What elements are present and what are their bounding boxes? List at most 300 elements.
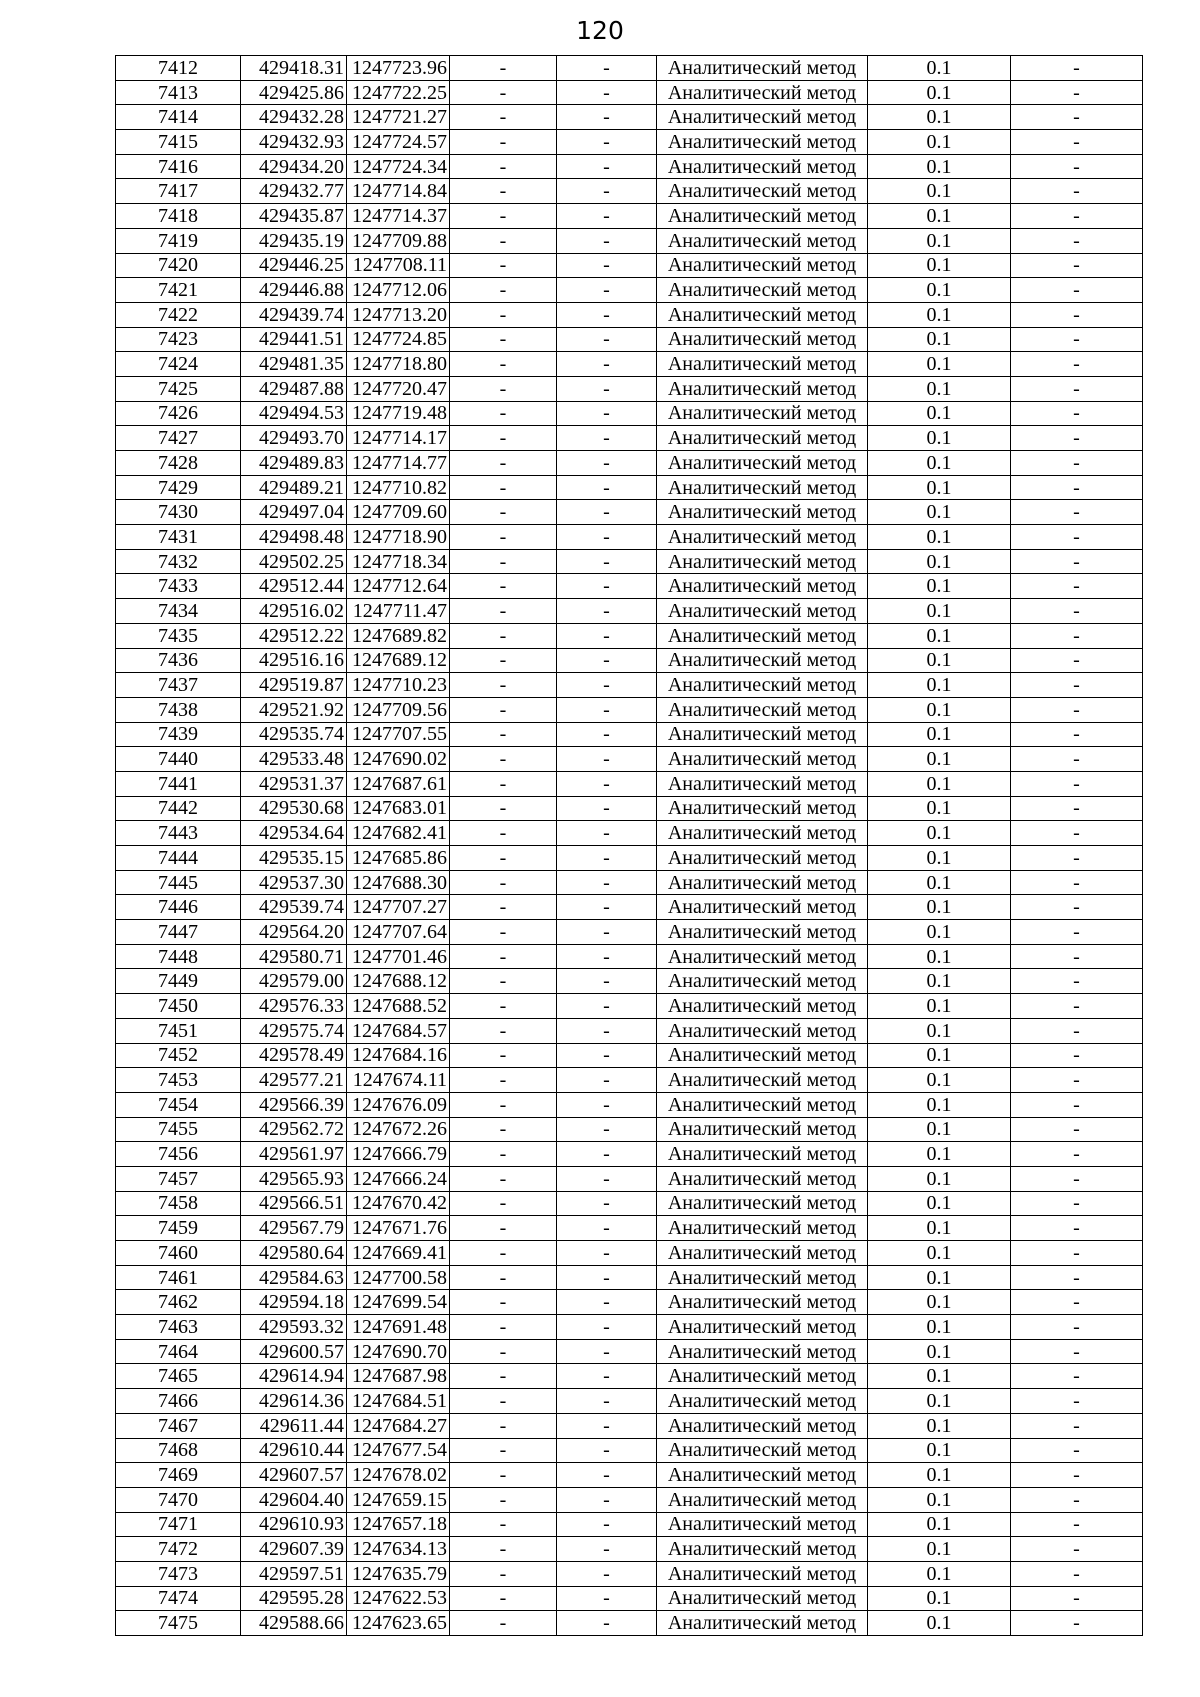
table-row: [116, 796, 1143, 821]
point-number: 7438: [116, 697, 241, 722]
col-dash-3: -: [1011, 599, 1143, 624]
point-number: 7420: [116, 253, 241, 278]
method-cell: Аналитический метод: [657, 1487, 868, 1512]
method-cell: Аналитический метод: [657, 1315, 868, 1340]
col-x: 429530.68: [241, 796, 347, 821]
table-row: [116, 1092, 1143, 1117]
accuracy-cell: 0.1: [868, 228, 1011, 253]
col-dash-1: -: [450, 1241, 557, 1266]
accuracy-cell: 0.1: [868, 1537, 1011, 1562]
col-y: 1247671.76: [347, 1216, 450, 1241]
col-dash-3: -: [1011, 821, 1143, 846]
col-x: 429593.32: [241, 1315, 347, 1340]
accuracy-cell: 0.1: [868, 1068, 1011, 1093]
col-x: 429600.57: [241, 1339, 347, 1364]
col-y: 1247707.27: [347, 895, 450, 920]
col-dash-3: -: [1011, 179, 1143, 204]
col-dash-1: -: [450, 1068, 557, 1093]
col-x: 429580.64: [241, 1241, 347, 1266]
col-dash-2: -: [557, 56, 657, 81]
accuracy-cell: 0.1: [868, 821, 1011, 846]
col-dash-2: -: [557, 697, 657, 722]
col-dash-2: -: [557, 771, 657, 796]
table-row: [116, 130, 1143, 155]
col-dash-3: -: [1011, 105, 1143, 130]
col-dash-3: -: [1011, 1315, 1143, 1340]
col-y: 1247714.17: [347, 426, 450, 451]
col-x: 429418.31: [241, 56, 347, 81]
table-row: [116, 648, 1143, 673]
col-x: 429610.93: [241, 1512, 347, 1537]
point-number: 7423: [116, 327, 241, 352]
method-cell: Аналитический метод: [657, 500, 868, 525]
col-dash-1: -: [450, 574, 557, 599]
col-dash-2: -: [557, 1290, 657, 1315]
col-x: 429607.57: [241, 1463, 347, 1488]
table-row: [116, 1265, 1143, 1290]
col-dash-2: -: [557, 451, 657, 476]
method-cell: Аналитический метод: [657, 1290, 868, 1315]
accuracy-cell: 0.1: [868, 1265, 1011, 1290]
col-y: 1247710.23: [347, 673, 450, 698]
col-x: 429434.20: [241, 154, 347, 179]
method-cell: Аналитический метод: [657, 920, 868, 945]
point-number: 7415: [116, 130, 241, 155]
col-y: 1247718.80: [347, 352, 450, 377]
col-x: 429497.04: [241, 500, 347, 525]
accuracy-cell: 0.1: [868, 327, 1011, 352]
col-dash-3: -: [1011, 1092, 1143, 1117]
method-cell: Аналитический метод: [657, 623, 868, 648]
method-cell: Аналитический метод: [657, 771, 868, 796]
table-row: [116, 253, 1143, 278]
point-number: 7432: [116, 549, 241, 574]
accuracy-cell: 0.1: [868, 574, 1011, 599]
point-number: 7437: [116, 673, 241, 698]
accuracy-cell: 0.1: [868, 1413, 1011, 1438]
col-y: 1247684.27: [347, 1413, 450, 1438]
accuracy-cell: 0.1: [868, 697, 1011, 722]
method-cell: Аналитический метод: [657, 1413, 868, 1438]
col-dash-3: -: [1011, 80, 1143, 105]
col-y: 1247722.25: [347, 80, 450, 105]
col-x: 429594.18: [241, 1290, 347, 1315]
point-number: 7428: [116, 451, 241, 476]
col-dash-3: -: [1011, 327, 1143, 352]
col-x: 429566.39: [241, 1092, 347, 1117]
col-dash-2: -: [557, 821, 657, 846]
col-dash-1: -: [450, 846, 557, 871]
col-dash-3: -: [1011, 1018, 1143, 1043]
col-dash-2: -: [557, 1068, 657, 1093]
col-x: 429610.44: [241, 1438, 347, 1463]
col-dash-3: -: [1011, 969, 1143, 994]
method-cell: Аналитический метод: [657, 525, 868, 550]
accuracy-cell: 0.1: [868, 1586, 1011, 1611]
col-dash-2: -: [557, 1117, 657, 1142]
point-number: 7419: [116, 228, 241, 253]
col-dash-3: -: [1011, 1216, 1143, 1241]
col-dash-2: -: [557, 1537, 657, 1562]
col-dash-2: -: [557, 870, 657, 895]
col-dash-3: -: [1011, 426, 1143, 451]
col-dash-1: -: [450, 525, 557, 550]
col-dash-2: -: [557, 895, 657, 920]
point-number: 7427: [116, 426, 241, 451]
col-dash-1: -: [450, 278, 557, 303]
table-row: [116, 105, 1143, 130]
col-dash-2: -: [557, 1586, 657, 1611]
col-x: 429531.37: [241, 771, 347, 796]
col-dash-1: -: [450, 179, 557, 204]
col-y: 1247657.18: [347, 1512, 450, 1537]
col-x: 429588.66: [241, 1611, 347, 1636]
col-y: 1247707.55: [347, 722, 450, 747]
point-number: 7435: [116, 623, 241, 648]
table-row: [116, 1364, 1143, 1389]
col-x: 429519.87: [241, 673, 347, 698]
point-number: 7417: [116, 179, 241, 204]
col-y: 1247721.27: [347, 105, 450, 130]
accuracy-cell: 0.1: [868, 895, 1011, 920]
col-y: 1247718.34: [347, 549, 450, 574]
col-dash-2: -: [557, 1413, 657, 1438]
table-row: [116, 1537, 1143, 1562]
col-dash-1: -: [450, 895, 557, 920]
col-dash-2: -: [557, 376, 657, 401]
col-dash-3: -: [1011, 302, 1143, 327]
col-y: 1247678.02: [347, 1463, 450, 1488]
point-number: 7436: [116, 648, 241, 673]
col-dash-1: -: [450, 1611, 557, 1636]
table-row: [116, 549, 1143, 574]
col-y: 1247688.30: [347, 870, 450, 895]
col-x: 429432.28: [241, 105, 347, 130]
method-cell: Аналитический метод: [657, 1216, 868, 1241]
col-y: 1247712.06: [347, 278, 450, 303]
col-dash-3: -: [1011, 56, 1143, 81]
col-dash-1: -: [450, 376, 557, 401]
table-row: [116, 1290, 1143, 1315]
method-cell: Аналитический метод: [657, 1512, 868, 1537]
col-dash-1: -: [450, 697, 557, 722]
point-number: 7463: [116, 1315, 241, 1340]
col-dash-2: -: [557, 327, 657, 352]
table-row: [116, 895, 1143, 920]
col-dash-1: -: [450, 1512, 557, 1537]
accuracy-cell: 0.1: [868, 969, 1011, 994]
method-cell: Аналитический метод: [657, 895, 868, 920]
col-y: 1247710.82: [347, 475, 450, 500]
col-dash-2: -: [557, 1142, 657, 1167]
point-number: 7418: [116, 204, 241, 229]
accuracy-cell: 0.1: [868, 105, 1011, 130]
point-number: 7456: [116, 1142, 241, 1167]
method-cell: Аналитический метод: [657, 846, 868, 871]
col-dash-3: -: [1011, 994, 1143, 1019]
point-number: 7472: [116, 1537, 241, 1562]
col-dash-3: -: [1011, 1463, 1143, 1488]
col-dash-1: -: [450, 549, 557, 574]
point-number: 7466: [116, 1389, 241, 1414]
accuracy-cell: 0.1: [868, 1364, 1011, 1389]
col-y: 1247683.01: [347, 796, 450, 821]
method-cell: Аналитический метод: [657, 821, 868, 846]
accuracy-cell: 0.1: [868, 747, 1011, 772]
col-dash-1: -: [450, 1487, 557, 1512]
col-dash-1: -: [450, 673, 557, 698]
col-y: 1247634.13: [347, 1537, 450, 1562]
table-row: [116, 1315, 1143, 1340]
method-cell: Аналитический метод: [657, 1586, 868, 1611]
col-dash-3: -: [1011, 525, 1143, 550]
accuracy-cell: 0.1: [868, 179, 1011, 204]
col-dash-3: -: [1011, 500, 1143, 525]
table-row: [116, 1117, 1143, 1142]
col-dash-2: -: [557, 1191, 657, 1216]
col-dash-2: -: [557, 1339, 657, 1364]
col-y: 1247670.42: [347, 1191, 450, 1216]
accuracy-cell: 0.1: [868, 154, 1011, 179]
table-row: [116, 475, 1143, 500]
table-row: [116, 747, 1143, 772]
method-cell: Аналитический метод: [657, 451, 868, 476]
col-y: 1247719.48: [347, 401, 450, 426]
accuracy-cell: 0.1: [868, 302, 1011, 327]
point-number: 7434: [116, 599, 241, 624]
col-dash-1: -: [450, 1463, 557, 1488]
col-dash-2: -: [557, 1364, 657, 1389]
col-y: 1247713.20: [347, 302, 450, 327]
col-dash-3: -: [1011, 1512, 1143, 1537]
col-dash-3: -: [1011, 1586, 1143, 1611]
col-dash-2: -: [557, 549, 657, 574]
col-dash-2: -: [557, 426, 657, 451]
accuracy-cell: 0.1: [868, 1241, 1011, 1266]
table-row: [116, 179, 1143, 204]
col-dash-3: -: [1011, 1561, 1143, 1586]
method-cell: Аналитический метод: [657, 80, 868, 105]
col-dash-1: -: [450, 747, 557, 772]
method-cell: Аналитический метод: [657, 1166, 868, 1191]
col-y: 1247724.85: [347, 327, 450, 352]
col-x: 429441.51: [241, 327, 347, 352]
point-number: 7416: [116, 154, 241, 179]
table-row: [116, 1487, 1143, 1512]
accuracy-cell: 0.1: [868, 648, 1011, 673]
col-y: 1247687.98: [347, 1364, 450, 1389]
col-dash-2: -: [557, 944, 657, 969]
method-cell: Аналитический метод: [657, 944, 868, 969]
point-number: 7460: [116, 1241, 241, 1266]
point-number: 7464: [116, 1339, 241, 1364]
col-y: 1247709.88: [347, 228, 450, 253]
col-x: 429575.74: [241, 1018, 347, 1043]
accuracy-cell: 0.1: [868, 1487, 1011, 1512]
col-x: 429487.88: [241, 376, 347, 401]
point-number: 7439: [116, 722, 241, 747]
col-dash-3: -: [1011, 1290, 1143, 1315]
point-number: 7412: [116, 56, 241, 81]
accuracy-cell: 0.1: [868, 994, 1011, 1019]
accuracy-cell: 0.1: [868, 1142, 1011, 1167]
col-dash-2: -: [557, 1561, 657, 1586]
col-dash-2: -: [557, 969, 657, 994]
point-number: 7461: [116, 1265, 241, 1290]
col-x: 429494.53: [241, 401, 347, 426]
col-dash-3: -: [1011, 352, 1143, 377]
point-number: 7442: [116, 796, 241, 821]
method-cell: Аналитический метод: [657, 796, 868, 821]
table-row: [116, 302, 1143, 327]
col-x: 429512.44: [241, 574, 347, 599]
col-x: 429566.51: [241, 1191, 347, 1216]
col-dash-2: -: [557, 80, 657, 105]
col-dash-1: -: [450, 870, 557, 895]
method-cell: Аналитический метод: [657, 376, 868, 401]
col-dash-1: -: [450, 500, 557, 525]
col-x: 429535.15: [241, 846, 347, 871]
col-y: 1247689.82: [347, 623, 450, 648]
coordinates-table: [115, 55, 1143, 1636]
accuracy-cell: 0.1: [868, 56, 1011, 81]
col-dash-1: -: [450, 1561, 557, 1586]
accuracy-cell: 0.1: [868, 673, 1011, 698]
method-cell: Аналитический метод: [657, 747, 868, 772]
method-cell: Аналитический метод: [657, 994, 868, 1019]
method-cell: Аналитический метод: [657, 1339, 868, 1364]
table-row: [116, 722, 1143, 747]
col-y: 1247635.79: [347, 1561, 450, 1586]
col-dash-2: -: [557, 253, 657, 278]
col-dash-3: -: [1011, 204, 1143, 229]
col-dash-3: -: [1011, 1241, 1143, 1266]
col-dash-2: -: [557, 1166, 657, 1191]
col-dash-3: -: [1011, 228, 1143, 253]
col-dash-2: -: [557, 1315, 657, 1340]
col-dash-2: -: [557, 1092, 657, 1117]
point-number: 7448: [116, 944, 241, 969]
col-dash-2: -: [557, 1438, 657, 1463]
col-dash-1: -: [450, 1043, 557, 1068]
col-dash-1: -: [450, 154, 557, 179]
col-dash-3: -: [1011, 1487, 1143, 1512]
accuracy-cell: 0.1: [868, 1512, 1011, 1537]
col-x: 429561.97: [241, 1142, 347, 1167]
col-x: 429446.88: [241, 278, 347, 303]
table-row: [116, 1339, 1143, 1364]
col-dash-2: -: [557, 747, 657, 772]
col-y: 1247709.56: [347, 697, 450, 722]
point-number: 7443: [116, 821, 241, 846]
col-dash-2: -: [557, 204, 657, 229]
col-dash-1: -: [450, 130, 557, 155]
col-dash-1: -: [450, 253, 557, 278]
col-dash-1: -: [450, 648, 557, 673]
table-row: [116, 1586, 1143, 1611]
col-x: 429578.49: [241, 1043, 347, 1068]
accuracy-cell: 0.1: [868, 944, 1011, 969]
table-row: [116, 1438, 1143, 1463]
accuracy-cell: 0.1: [868, 426, 1011, 451]
point-number: 7414: [116, 105, 241, 130]
table-row: [116, 599, 1143, 624]
col-dash-1: -: [450, 1018, 557, 1043]
table-row: [116, 451, 1143, 476]
col-dash-1: -: [450, 1339, 557, 1364]
col-dash-3: -: [1011, 1413, 1143, 1438]
col-x: 429425.86: [241, 80, 347, 105]
accuracy-cell: 0.1: [868, 1438, 1011, 1463]
col-dash-3: -: [1011, 796, 1143, 821]
accuracy-cell: 0.1: [868, 870, 1011, 895]
col-x: 429435.87: [241, 204, 347, 229]
point-number: 7465: [116, 1364, 241, 1389]
point-number: 7444: [116, 846, 241, 871]
col-dash-1: -: [450, 1166, 557, 1191]
table-row: [116, 1216, 1143, 1241]
method-cell: Аналитический метод: [657, 722, 868, 747]
method-cell: Аналитический метод: [657, 870, 868, 895]
point-number: 7450: [116, 994, 241, 1019]
col-x: 429537.30: [241, 870, 347, 895]
col-dash-3: -: [1011, 376, 1143, 401]
col-y: 1247690.70: [347, 1339, 450, 1364]
accuracy-cell: 0.1: [868, 796, 1011, 821]
table-row: [116, 1166, 1143, 1191]
col-dash-3: -: [1011, 846, 1143, 871]
col-y: 1247708.11: [347, 253, 450, 278]
accuracy-cell: 0.1: [868, 500, 1011, 525]
col-y: 1247714.84: [347, 179, 450, 204]
col-dash-2: -: [557, 796, 657, 821]
method-cell: Аналитический метод: [657, 1043, 868, 1068]
col-dash-3: -: [1011, 1611, 1143, 1636]
col-x: 429489.21: [241, 475, 347, 500]
col-dash-1: -: [450, 944, 557, 969]
col-dash-3: -: [1011, 1043, 1143, 1068]
col-x: 429489.83: [241, 451, 347, 476]
method-cell: Аналитический метод: [657, 1191, 868, 1216]
accuracy-cell: 0.1: [868, 1043, 1011, 1068]
col-dash-2: -: [557, 920, 657, 945]
col-dash-1: -: [450, 401, 557, 426]
col-dash-3: -: [1011, 697, 1143, 722]
method-cell: Аналитический метод: [657, 1438, 868, 1463]
col-dash-3: -: [1011, 771, 1143, 796]
col-y: 1247677.54: [347, 1438, 450, 1463]
col-dash-2: -: [557, 599, 657, 624]
point-number: 7469: [116, 1463, 241, 1488]
col-dash-3: -: [1011, 154, 1143, 179]
point-number: 7474: [116, 1586, 241, 1611]
col-dash-3: -: [1011, 1265, 1143, 1290]
accuracy-cell: 0.1: [868, 1339, 1011, 1364]
accuracy-cell: 0.1: [868, 549, 1011, 574]
accuracy-cell: 0.1: [868, 1389, 1011, 1414]
col-x: 429516.16: [241, 648, 347, 673]
col-dash-3: -: [1011, 1537, 1143, 1562]
table-row: [116, 969, 1143, 994]
method-cell: Аналитический метод: [657, 56, 868, 81]
point-number: 7425: [116, 376, 241, 401]
accuracy-cell: 0.1: [868, 1290, 1011, 1315]
col-y: 1247707.64: [347, 920, 450, 945]
col-dash-1: -: [450, 796, 557, 821]
col-dash-1: -: [450, 1315, 557, 1340]
table-row: [116, 1389, 1143, 1414]
method-cell: Аналитический метод: [657, 426, 868, 451]
